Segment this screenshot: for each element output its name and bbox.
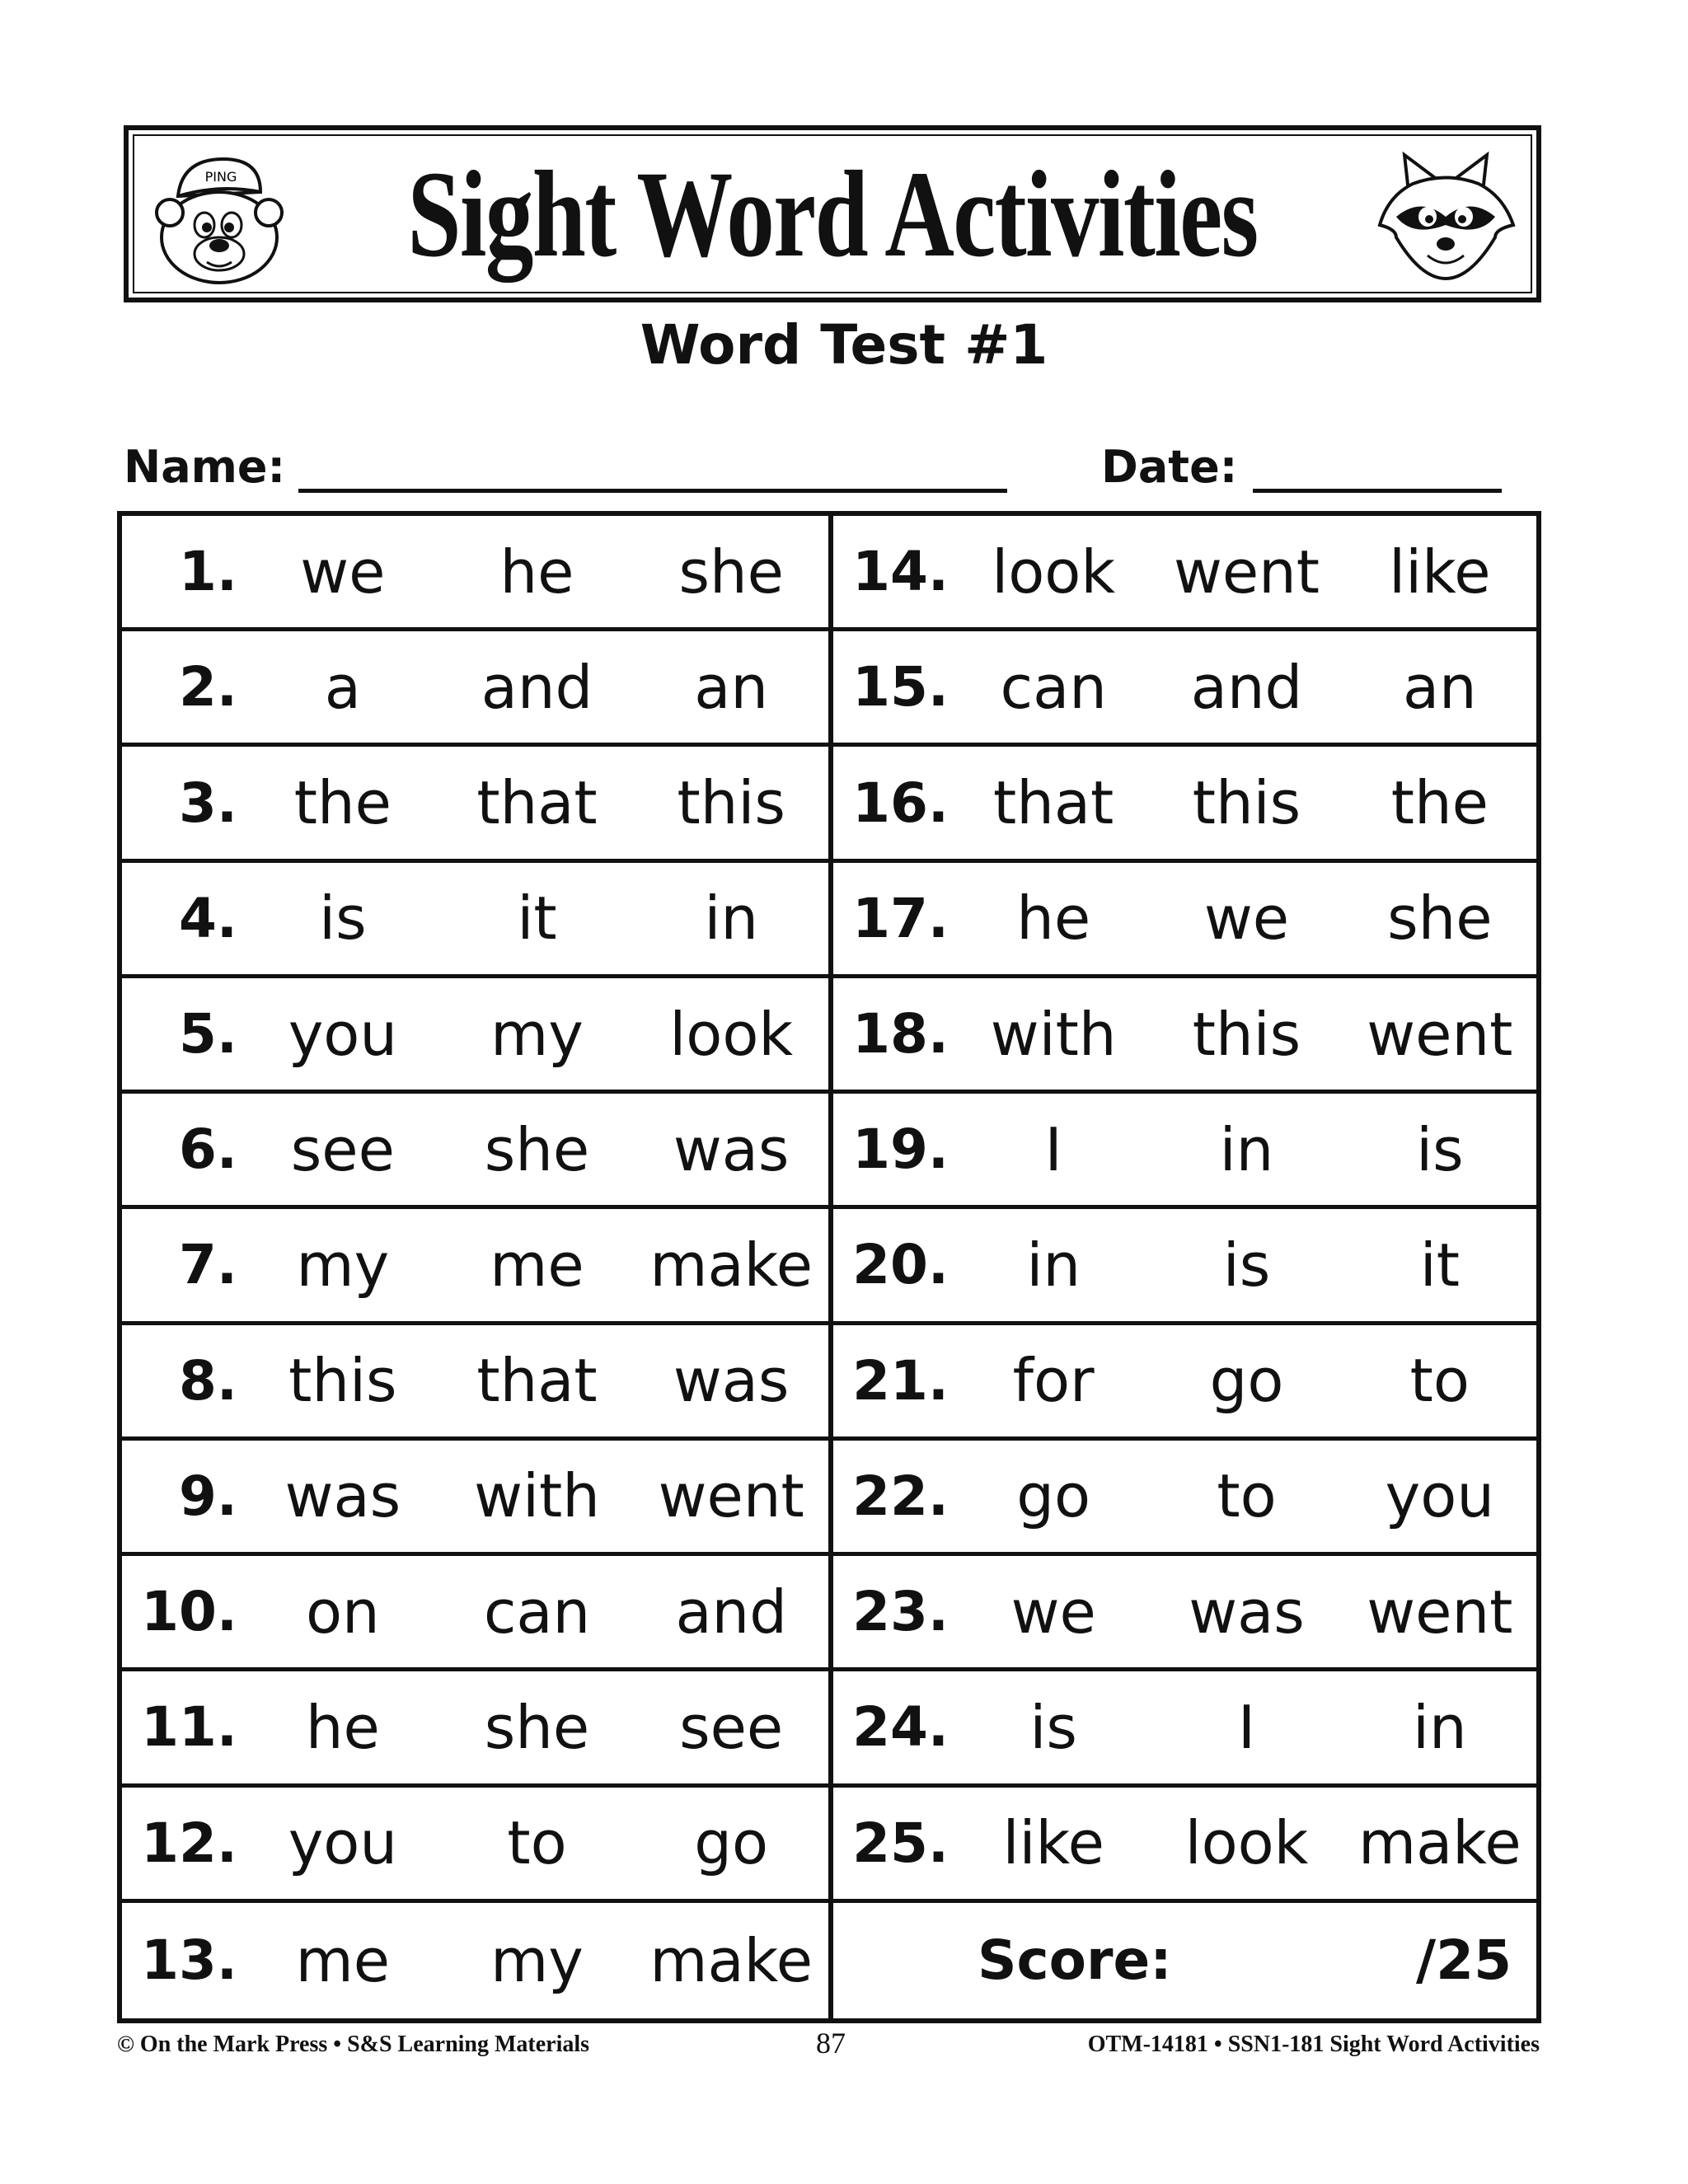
item-number: 8. — [179, 1348, 237, 1413]
sight-word[interactable]: to — [1409, 1346, 1470, 1416]
sight-word[interactable]: my — [296, 1230, 390, 1300]
sight-word[interactable]: he — [1016, 883, 1091, 954]
sight-word[interactable]: can — [1000, 652, 1107, 722]
sight-word[interactable]: and — [481, 652, 593, 722]
table-row — [833, 747, 1536, 862]
sight-word[interactable]: this — [288, 1346, 397, 1416]
cap-text: PING — [204, 169, 237, 185]
score-total[interactable]: /25 — [1416, 1929, 1512, 1993]
sight-word[interactable]: in — [1413, 1692, 1467, 1762]
item-number: 5. — [179, 1002, 237, 1066]
sight-word[interactable]: in — [704, 883, 758, 954]
score-row — [833, 1903, 1536, 2018]
table-row — [833, 1671, 1536, 1787]
name-field[interactable] — [298, 489, 1007, 493]
sight-word[interactable]: she — [1387, 883, 1493, 954]
item-number: 2. — [179, 655, 237, 719]
sight-word[interactable]: I — [1237, 1692, 1256, 1762]
sight-word[interactable]: went — [1173, 537, 1320, 607]
sight-word[interactable]: this — [1192, 768, 1301, 838]
item-number: 11. — [141, 1695, 237, 1760]
bear-mascot-icon — [145, 147, 293, 287]
item-number: 3. — [179, 771, 237, 835]
sight-word[interactable]: we — [300, 537, 386, 607]
sight-word[interactable]: you — [288, 1808, 397, 1878]
item-number: 15. — [852, 655, 949, 719]
sight-word[interactable]: with — [990, 999, 1117, 1069]
sight-word[interactable]: me — [490, 1230, 584, 1300]
sight-word[interactable]: was — [673, 1346, 790, 1416]
table-row — [833, 1325, 1536, 1441]
sight-word[interactable]: that — [476, 768, 598, 838]
table-row — [122, 516, 828, 631]
sight-word[interactable]: my — [490, 999, 584, 1069]
sight-word[interactable]: was — [1189, 1577, 1305, 1647]
item-number: 13. — [141, 1929, 237, 1993]
sight-word[interactable]: on — [305, 1577, 380, 1647]
date-field[interactable] — [1253, 489, 1502, 493]
table-row — [833, 1209, 1536, 1324]
sight-word[interactable]: she — [484, 1114, 590, 1184]
sight-word[interactable]: went — [658, 1461, 804, 1531]
sight-word[interactable]: and — [1190, 652, 1303, 722]
item-number: 24. — [852, 1695, 949, 1760]
sight-word[interactable]: is — [1222, 1230, 1271, 1300]
sight-word[interactable]: that — [476, 1346, 598, 1416]
sight-word[interactable]: we — [1203, 883, 1290, 954]
table-row — [833, 1441, 1536, 1556]
footer-copyright: © On the Mark Press • S&S Learning Materials — [117, 2032, 590, 2057]
sight-word[interactable]: a — [324, 652, 361, 722]
sight-word[interactable]: was — [284, 1461, 401, 1531]
item-number: 19. — [852, 1118, 949, 1182]
sight-word[interactable]: this — [677, 768, 785, 838]
table-row — [122, 863, 828, 978]
sight-word[interactable]: in — [1026, 1230, 1081, 1300]
sight-word[interactable]: he — [305, 1692, 380, 1762]
sight-word[interactable]: an — [1402, 652, 1477, 722]
table-row — [122, 1209, 828, 1324]
sight-word[interactable]: the — [1390, 768, 1489, 838]
table-row — [833, 863, 1536, 978]
table-row — [833, 631, 1536, 747]
item-number: 17. — [852, 886, 949, 950]
sight-word[interactable]: go — [1209, 1346, 1284, 1416]
table-row — [122, 1788, 828, 1903]
table-row — [122, 1903, 828, 2018]
sight-word[interactable]: went — [1367, 1577, 1513, 1647]
item-number: 9. — [179, 1464, 237, 1528]
sight-word[interactable]: make — [649, 1230, 814, 1300]
sight-word[interactable]: go — [694, 1808, 769, 1878]
item-number: 10. — [141, 1580, 237, 1644]
banner-title: Sight Word Activities — [407, 145, 1258, 283]
item-number: 14. — [852, 540, 949, 604]
table-row — [122, 747, 828, 862]
title-banner — [124, 125, 1541, 302]
sight-word[interactable]: you — [1385, 1461, 1494, 1531]
sight-word[interactable]: to — [507, 1808, 567, 1878]
sight-word[interactable]: make — [649, 1925, 814, 1995]
sight-word[interactable]: in — [1219, 1114, 1274, 1184]
table-row — [122, 978, 828, 1094]
sight-word[interactable]: this — [1192, 999, 1301, 1069]
item-number: 7. — [179, 1233, 237, 1297]
item-number: 25. — [852, 1811, 949, 1875]
sight-word[interactable]: we — [1010, 1577, 1096, 1647]
table-row — [122, 1671, 828, 1787]
name-label: Name: — [124, 441, 286, 493]
sight-word[interactable]: make — [1357, 1808, 1522, 1878]
sight-word[interactable]: look — [992, 537, 1116, 607]
sight-word[interactable]: like — [1002, 1808, 1104, 1878]
page-subtitle: Word Test #1 — [640, 313, 1048, 377]
item-number: 18. — [852, 1002, 949, 1066]
table-row — [122, 1325, 828, 1441]
sight-word[interactable]: to — [1217, 1461, 1277, 1531]
left-column — [122, 516, 828, 2018]
footer-page-number: 87 — [816, 2027, 846, 2060]
item-number: 12. — [141, 1811, 237, 1875]
sight-word[interactable]: see — [290, 1114, 395, 1184]
sight-word[interactable]: it — [1419, 1230, 1460, 1300]
sight-word[interactable]: go — [1016, 1461, 1091, 1531]
sight-word[interactable]: is — [319, 883, 367, 954]
table-row — [833, 1788, 1536, 1903]
item-number: 22. — [852, 1464, 949, 1528]
item-number: 16. — [852, 771, 949, 835]
sight-word[interactable]: for — [1012, 1346, 1095, 1416]
sight-word[interactable]: the — [293, 768, 392, 838]
sight-word[interactable]: you — [288, 999, 397, 1069]
table-row — [122, 1556, 828, 1671]
table-row — [833, 1094, 1536, 1209]
sight-word[interactable]: and — [675, 1577, 787, 1647]
sight-word[interactable]: like — [1389, 537, 1491, 607]
table-row — [122, 1094, 828, 1209]
table-row — [122, 1441, 828, 1556]
sight-word[interactable]: he — [499, 537, 574, 607]
sight-word[interactable]: she — [678, 537, 784, 607]
item-number: 23. — [852, 1580, 949, 1644]
footer-product-code: OTM-14181 • SSN1-181 Sight Word Activities — [1087, 2032, 1540, 2057]
table-row — [833, 978, 1536, 1094]
sight-word[interactable]: is — [1029, 1692, 1077, 1762]
item-number: 20. — [852, 1233, 949, 1297]
date-label: Date: — [1101, 441, 1238, 493]
sight-word[interactable]: an — [694, 652, 769, 722]
sight-word[interactable]: that — [993, 768, 1114, 838]
sight-word[interactable]: look — [669, 999, 794, 1069]
right-column — [833, 516, 1536, 2018]
item-number: 4. — [179, 886, 237, 950]
item-number: 21. — [852, 1348, 949, 1413]
word-test-table — [117, 511, 1541, 2023]
sight-word[interactable]: my — [490, 1925, 584, 1995]
sight-word[interactable]: see — [679, 1692, 784, 1762]
table-row — [833, 516, 1536, 631]
sight-word[interactable]: is — [1416, 1114, 1464, 1184]
sight-word[interactable]: can — [483, 1577, 591, 1647]
sight-word[interactable]: went — [1367, 999, 1513, 1069]
item-number: 1. — [179, 540, 237, 604]
table-row — [122, 631, 828, 747]
sight-word[interactable]: she — [484, 1692, 590, 1762]
score-label: Score: — [978, 1929, 1172, 1993]
sight-word[interactable]: it — [517, 883, 557, 954]
item-number: 6. — [179, 1118, 237, 1182]
table-row — [833, 1556, 1536, 1671]
sight-word[interactable]: me — [295, 1925, 391, 1995]
raccoon-mascot-icon — [1372, 147, 1520, 287]
sight-word[interactable]: with — [474, 1461, 600, 1531]
sight-word[interactable]: was — [673, 1114, 790, 1184]
sight-word[interactable]: look — [1184, 1808, 1309, 1878]
sight-word[interactable]: I — [1044, 1114, 1062, 1184]
